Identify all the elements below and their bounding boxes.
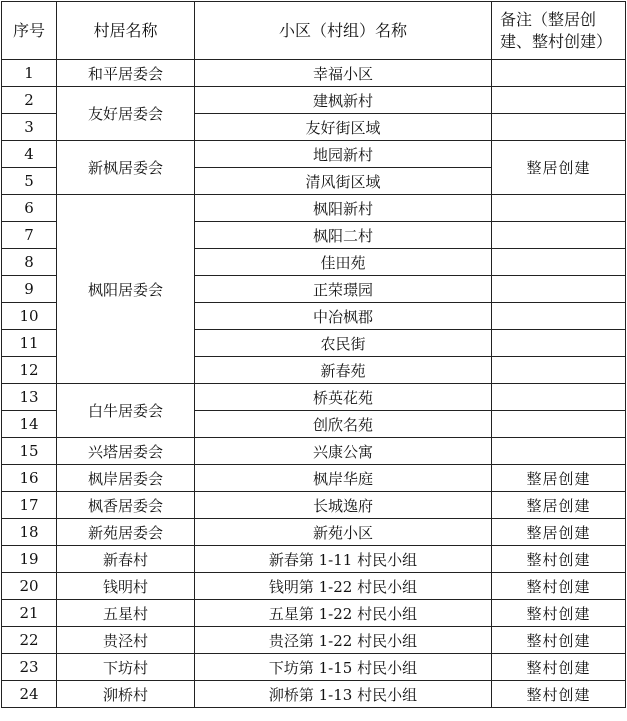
area-cell: 枫岸华庭 — [195, 465, 492, 492]
area-cell: 新春第 1-11 村民小组 — [195, 546, 492, 573]
table-row — [2, 465, 626, 492]
table-row — [2, 438, 626, 465]
header-note: 备注（整居创建、整村创建） — [492, 2, 626, 60]
community-cell: 新春村 — [57, 546, 195, 573]
area-cell: 正荣璟园 — [195, 276, 492, 303]
area-cell: 桥英花苑 — [195, 384, 492, 411]
note-cell — [492, 114, 626, 141]
note-cell — [492, 330, 626, 357]
area-cell: 幸福小区 — [195, 60, 492, 87]
area-cell: 枫阳二村 — [195, 222, 492, 249]
table-row — [2, 87, 626, 114]
row-no: 10 — [2, 303, 57, 330]
community-cell: 枫阳居委会 — [57, 195, 195, 384]
community-cell: 钱明村 — [57, 573, 195, 600]
area-cell: 下坊第 1-15 村民小组 — [195, 654, 492, 681]
row-no: 4 — [2, 141, 57, 168]
note-cell — [492, 384, 626, 411]
note-cell — [492, 195, 626, 222]
table-row — [2, 492, 626, 519]
note-cell: 整居创建 — [492, 519, 626, 546]
row-no: 9 — [2, 276, 57, 303]
community-table — [1, 1, 626, 708]
note-cell — [492, 276, 626, 303]
note-cell: 整村创建 — [492, 600, 626, 627]
area-cell: 泖桥第 1-13 村民小组 — [195, 681, 492, 708]
row-no: 23 — [2, 654, 57, 681]
community-cell: 白牛居委会 — [57, 384, 195, 438]
community-cell: 五星村 — [57, 600, 195, 627]
community-cell: 新枫居委会 — [57, 141, 195, 195]
note-cell: 整居创建 — [492, 492, 626, 519]
row-no: 19 — [2, 546, 57, 573]
note-cell: 整居创建 — [492, 465, 626, 492]
area-cell: 新春苑 — [195, 357, 492, 384]
table-row — [2, 60, 626, 87]
table-row — [2, 141, 626, 168]
row-no: 12 — [2, 357, 57, 384]
row-no: 17 — [2, 492, 57, 519]
header-area: 小区（村组）名称 — [195, 2, 492, 60]
community-cell: 下坊村 — [57, 654, 195, 681]
header-community: 村居名称 — [57, 2, 195, 60]
table-row — [2, 195, 626, 222]
note-cell: 整村创建 — [492, 573, 626, 600]
note-cell: 整村创建 — [492, 681, 626, 708]
row-no: 7 — [2, 222, 57, 249]
note-cell — [492, 357, 626, 384]
community-cell: 兴塔居委会 — [57, 438, 195, 465]
area-cell: 新苑小区 — [195, 519, 492, 546]
header-row — [2, 2, 626, 60]
note-cell — [492, 60, 626, 87]
community-cell: 友好居委会 — [57, 87, 195, 141]
row-no: 3 — [2, 114, 57, 141]
note-cell: 整村创建 — [492, 546, 626, 573]
community-cell: 枫香居委会 — [57, 492, 195, 519]
table-row — [2, 384, 626, 411]
community-cell: 泖桥村 — [57, 681, 195, 708]
row-no: 20 — [2, 573, 57, 600]
area-cell: 钱明第 1-22 村民小组 — [195, 573, 492, 600]
area-cell: 贵泾第 1-22 村民小组 — [195, 627, 492, 654]
community-cell: 枫岸居委会 — [57, 465, 195, 492]
row-no: 2 — [2, 87, 57, 114]
area-cell: 中冶枫郡 — [195, 303, 492, 330]
row-no: 15 — [2, 438, 57, 465]
note-cell — [492, 222, 626, 249]
note-cell: 整居创建 — [492, 141, 626, 195]
row-no: 18 — [2, 519, 57, 546]
row-no: 24 — [2, 681, 57, 708]
note-cell — [492, 303, 626, 330]
row-no: 13 — [2, 384, 57, 411]
row-no: 22 — [2, 627, 57, 654]
area-cell: 清风街区域 — [195, 168, 492, 195]
area-cell: 农民街 — [195, 330, 492, 357]
area-cell: 枫阳新村 — [195, 195, 492, 222]
header-no: 序号 — [2, 2, 57, 60]
community-cell: 和平居委会 — [57, 60, 195, 87]
community-cell: 新苑居委会 — [57, 519, 195, 546]
note-cell — [492, 87, 626, 114]
note-cell — [492, 438, 626, 465]
area-cell: 友好街区域 — [195, 114, 492, 141]
table-row — [2, 654, 626, 681]
note-cell: 整村创建 — [492, 654, 626, 681]
area-cell: 地园新村 — [195, 141, 492, 168]
area-cell: 兴康公寓 — [195, 438, 492, 465]
area-cell: 佳田苑 — [195, 249, 492, 276]
table-row — [2, 546, 626, 573]
area-cell: 长城逸府 — [195, 492, 492, 519]
table-row — [2, 627, 626, 654]
community-cell: 贵泾村 — [57, 627, 195, 654]
note-cell — [492, 249, 626, 276]
row-no: 11 — [2, 330, 57, 357]
row-no: 21 — [2, 600, 57, 627]
row-no: 16 — [2, 465, 57, 492]
row-no: 8 — [2, 249, 57, 276]
note-cell — [492, 411, 626, 438]
note-cell: 整村创建 — [492, 627, 626, 654]
area-cell: 创欣名苑 — [195, 411, 492, 438]
area-cell: 五星第 1-22 村民小组 — [195, 600, 492, 627]
table-row — [2, 519, 626, 546]
table-row — [2, 573, 626, 600]
area-cell: 建枫新村 — [195, 87, 492, 114]
table-row — [2, 600, 626, 627]
row-no: 5 — [2, 168, 57, 195]
row-no: 1 — [2, 60, 57, 87]
row-no: 6 — [2, 195, 57, 222]
table-row — [2, 681, 626, 708]
row-no: 14 — [2, 411, 57, 438]
